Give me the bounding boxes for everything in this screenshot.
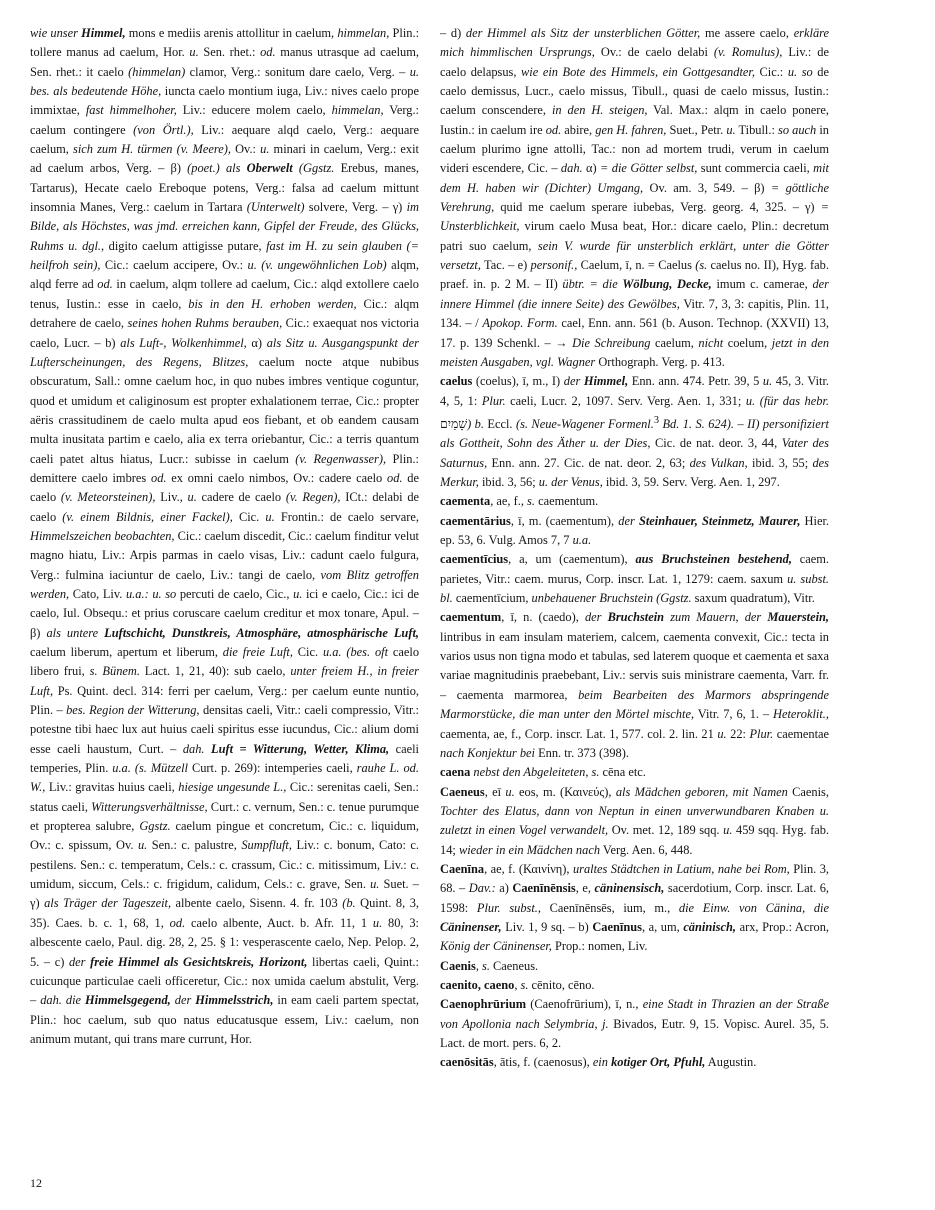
entry-text: Vater des Saturnus, xyxy=(440,436,829,470)
entry-text: – d) xyxy=(440,26,466,40)
page-number: 12 xyxy=(30,1176,42,1190)
entry-text: Luftschicht, Dunstkreis, Atmosphäre, atmosphärische Luft, xyxy=(104,625,419,640)
entry-text: s. Bünem. xyxy=(89,664,140,679)
entry-text: cäninisch, xyxy=(683,919,736,934)
entry-text: u. xyxy=(717,726,727,741)
entry-text: Plin.: demittere caelo imbres xyxy=(30,451,419,485)
entry-text: ibid. 3, 59. Serv. Verg. Aen. 1, 297. xyxy=(602,475,780,490)
entry-text: Frontin.: de caelo servare, xyxy=(274,509,420,524)
entry-text: densitas caeli, Vitr.: caeli compressio, Vitr.: potestne tibi haec lux aut huius caeli spiritus esse iucundus, Cic.: alium domi esse caeli haustum, Curt. – xyxy=(30,703,419,756)
entry-text: od. xyxy=(545,122,562,137)
entry-text: caelum liberum, apertum et liberum, xyxy=(30,645,223,659)
dictionary-entry xyxy=(440,783,829,860)
entry-text: s. xyxy=(482,958,490,973)
entry-text: , a, um (caementum), xyxy=(508,552,636,567)
entry-text: Augustin. xyxy=(705,1055,757,1070)
entry-text: Quint. 8, 3, 35). Caes. b. c. 1, 68, 1, xyxy=(30,896,420,930)
entry-text: die Einw. von Cänina, die xyxy=(678,900,829,915)
entry-text: (s. xyxy=(695,258,708,273)
entry-text: nebst den Abgeleiteten, s. xyxy=(470,765,600,780)
entry-text: in eam caeli partem spectat, Plin.: hoc caelum, sub quo natus educatusque essem, Liv.: caelum, non animum mutant, qui trans mare currunt, Hor. xyxy=(30,993,419,1046)
dictionary-entry xyxy=(440,550,829,608)
entry-text: Cic.: exaequat nos victoria caelo, Lucr. – b) xyxy=(30,316,419,350)
entry-text: Ps. Quint. decl. 314: ferri per caelum, Verg.: per caelum eunte nuntio, Plin. – xyxy=(30,683,419,718)
entry-text: Steinhauer, Steinmetz, Maurer, xyxy=(638,513,801,528)
entry-text: caelus no. II), Hyg. fab. praef. in. p. 2 M. – II) xyxy=(440,258,829,292)
entry-text: imum c. camerae, xyxy=(711,277,813,292)
entry-text: de caelo xyxy=(30,470,419,505)
entry-text: (Unterwelt) xyxy=(246,200,305,215)
entry-text: Lact. 1, 21, 40): sub caelo, xyxy=(139,664,291,679)
entry-text: cadere de caelo xyxy=(196,490,286,505)
entry-text: u. (v. ungewöhnlichen Lob) xyxy=(247,258,387,273)
entry-text: Tochter des Elatus, dann von Neptun in einen unverwundbaren Knaben u. zuletzt in einen Vogel verwandelt, xyxy=(440,803,829,838)
entry-text: übtr. = die xyxy=(562,277,623,292)
entry-text: alqm, alqd ferre ad xyxy=(30,258,419,292)
entry-text: nach Konjektur bei xyxy=(440,745,535,760)
entry-text: nicht xyxy=(698,335,724,350)
entry-text: wie unser xyxy=(30,26,82,40)
entry-text: dah. xyxy=(560,161,583,176)
entry-text: caeli temperies, Plin. xyxy=(30,741,420,776)
entry-text: Plin.: tollere manus ad caelum, Hor. xyxy=(30,26,420,60)
headword: caena xyxy=(440,765,471,780)
entry-text: Cic.: alqm detrahere de caelo, xyxy=(30,296,420,331)
entry-text: Cato, Liv. xyxy=(69,586,126,601)
entry-text: mit dem H. haben wir (Dichter) Umgang, xyxy=(440,161,829,195)
entry-text: Vitr. 7, 3, 3: capitis, Plin. 11, 134. – / xyxy=(440,296,829,331)
entry-text: caelum nocte atque nubibus obscuratum, Sall.: omne caelum hoc, in quo nubes imbres ventique coguntur, quod et umidum et caliginosum est propter exhalationem terrae, Cic.: propter aëris crassitudinem de caelo multa apud eos fiebant, et ob eandem causam multa inusitata partim e caelo, alia ex terra oriebantur, Cic.: a terris quantum caeli patet altus hiatus, Lucr.: subisse in caelum xyxy=(30,354,419,466)
entry-text: (coelus), ī, m., I) xyxy=(472,374,564,389)
entry-text: u. subst. bl. xyxy=(440,571,829,606)
entry-text: u. der Venus, xyxy=(538,475,603,490)
entry-text: Enn. ann. 474. Petr. 39, 5 xyxy=(628,374,763,389)
entry-text: Ggstz. xyxy=(139,819,171,834)
entry-text: fast himmelhoher, xyxy=(85,103,177,118)
entry-text: Cic.: serenitas caeli, Sen.: status caeli, xyxy=(30,780,419,814)
entry-text: cael, Enn. ann. 561 (b. Auson. Technop. (XXVII) 13, 17. p. 139 Schenkl. – → xyxy=(440,316,829,350)
entry-text: eos, m. (Καινεύς), xyxy=(514,784,616,799)
headword: caenito, caeno xyxy=(440,977,515,992)
entry-text: himmelan, xyxy=(337,26,390,40)
entry-text: Bivados, Eutr. 9, 15. Vopisc. Aurel. 35, 5. Lact. de mort. pers. 6, 2. xyxy=(440,1016,829,1050)
entry-text: (v. Regen), xyxy=(285,490,341,505)
entry-text: clamor, Verg.: sonitum dare caelo, Verg. – xyxy=(185,64,410,79)
entry-text: s. xyxy=(527,494,535,509)
entry-text: Caenis, xyxy=(787,784,829,799)
headword: caementīcius xyxy=(440,552,509,567)
entry-text: ibid. 3, 55; xyxy=(747,455,813,470)
entry-text: iuncta caelo montium iuga, Liv.: nives caelo prope immixtae, xyxy=(30,84,419,118)
headword: Caenīnēnsis xyxy=(512,881,576,896)
dictionary-entry xyxy=(440,24,829,372)
headword: Caenophrūrium xyxy=(440,997,527,1012)
entry-text: Curt. p. 269): intemperies caeli, xyxy=(188,761,357,776)
entry-text: dah. xyxy=(182,741,211,756)
entry-text: Vitr. 7, 6, 1. – xyxy=(694,707,774,722)
entry-text: kotiger Ort, Pfuhl, xyxy=(611,1055,706,1070)
entry-text: (v. Regenwasser), xyxy=(295,451,387,466)
entry-text: Plur. xyxy=(481,393,506,408)
entry-text: solvere, Verg. – γ) xyxy=(304,200,407,215)
dictionary-entry xyxy=(440,763,829,782)
entry-text: s. xyxy=(520,977,529,992)
entry-text: α) xyxy=(582,161,601,176)
entry-text: (poet.) als xyxy=(187,161,247,176)
entry-text: u.a. (bes. oft xyxy=(322,645,389,659)
entry-text: Tac. – e) xyxy=(480,258,531,273)
entry-text: digito caelum attigisse putare, xyxy=(104,238,267,253)
entry-text: Cic.: caelum discedit, Cic.: caelum finditur velut magno hiatu, Liv.: Arpis parmas in caelo visas, Liv.: cadunt caelo fulgura, Verg.: fulmina iaciuntur de caelo, Liv.: tangi de caelo, xyxy=(30,528,420,582)
dictionary-entry xyxy=(440,1053,829,1072)
entry-text: Cäninenser, xyxy=(440,919,502,934)
dictionary-entry xyxy=(440,957,829,976)
entry-text: 22: xyxy=(726,726,750,741)
entry-text: jetzt in den meisten Ausgaben, vgl. Wagner xyxy=(440,335,830,369)
entry-text: , a, um, xyxy=(641,919,684,934)
entry-text: Himmelsstrich, xyxy=(195,993,274,1008)
entry-text: (Ggstz. xyxy=(292,161,335,176)
entry-text: Suet., Petr. xyxy=(666,122,727,137)
entry-text: caementa, ae, f., Corp. inscr. Lat. 1, 577. col. 2. lin. 21 xyxy=(440,726,718,741)
entry-text: Cic.: caelum accipere, Ov.: xyxy=(100,258,248,273)
entry-text: himmelan, xyxy=(331,103,384,118)
entry-text: Himmelsgegend, xyxy=(85,993,171,1008)
entry-text: virum caelo Musa beat, Hor.: dicare caelo, Plin.: decretum patri suo caelum, xyxy=(440,219,829,253)
entry-text: saxum quadratum), Vitr. xyxy=(691,591,815,606)
entry-text: od. xyxy=(169,915,186,930)
dictionary-entry xyxy=(440,860,829,957)
entry-text: sacerdotium, Corp. inscr. Lat. 6, 1598: xyxy=(440,881,829,915)
headword: Caenīnus xyxy=(592,919,642,934)
entry-text: u. xyxy=(762,374,773,389)
entry-text: Luft = Witterung, Wetter, Klima, xyxy=(211,741,390,756)
entry-text: die freie Luft, xyxy=(222,645,293,659)
entry-text: = die Götter selbst, xyxy=(600,161,698,176)
entry-text: wieder in ein Mädchen nach xyxy=(458,842,601,857)
entry-text: u. bes. als bedeutende Höhe, xyxy=(30,64,419,99)
entry-text: (von Örtl.), xyxy=(133,122,194,137)
headword: caenōsitās xyxy=(440,1055,494,1070)
entry-text: u. xyxy=(187,490,197,505)
entry-text: Eccl. xyxy=(483,417,516,431)
entry-text: α) xyxy=(246,335,267,350)
entry-text: cēnito, cēno. xyxy=(528,977,595,992)
entry-text: Sen. rhet.: xyxy=(198,45,261,60)
entry-text: caelo libero frui, xyxy=(30,645,420,679)
entry-text: שָׁמַיִם xyxy=(440,417,468,431)
entry-text: , ae, f. (Καινίνη), xyxy=(484,861,573,876)
entry-text: als Sitz u. Ausgangspunkt der Lufterscheinungen, des Regens, Blitzes, xyxy=(30,335,419,369)
dictionary-entry xyxy=(440,976,829,995)
entry-text: Tibull.: xyxy=(735,122,779,137)
entry-text: aus Bruchsteinen bestehend, xyxy=(635,552,792,567)
entry-text: wie ein Bote des Himmels, ein Gottgesandter, xyxy=(521,64,755,79)
entry-text: caelo albente, Auct. b. Afr. 11, 1 xyxy=(185,915,373,930)
entry-text: Himmel, xyxy=(81,26,126,40)
entry-text: percuti de caelo, Cic., xyxy=(176,586,294,601)
headword: caementārius xyxy=(440,513,511,528)
entry-text: Heteroklit., xyxy=(773,707,829,722)
entry-text: in caelum, alqm tollere ad caelum, Cic.: alqd extollere caelo tenus, Iustin.: esse in caelo, xyxy=(30,277,419,311)
entry-text: u.a. xyxy=(572,533,592,548)
entry-text: Die Schreibung xyxy=(572,335,651,350)
headword: caelus xyxy=(440,374,473,389)
entry-text: Enn. tr. 373 (398). xyxy=(534,745,629,760)
entry-text: der xyxy=(584,610,608,625)
entry-text: Verg.: caelum contingere xyxy=(30,103,420,137)
entry-text: Hier. ep. 53, 6. Vulg. Amos 7, 7 xyxy=(440,513,829,548)
entry-text: u. xyxy=(260,142,270,157)
entry-text: od. xyxy=(151,470,167,485)
entry-text: Orthograph. Verg. p. 413. xyxy=(595,354,725,369)
entry-text: Bd. 1. S. 624). – II) personifiziert als Gottheit, Sohn des Äther u. der Dies, xyxy=(440,417,829,451)
entry-text: des Vulkan, xyxy=(689,455,748,470)
entry-text: Ov. met. 12, 189 sqq. xyxy=(608,823,724,838)
entry-text: Plur. xyxy=(749,726,774,741)
entry-text: Caeneus. xyxy=(489,958,539,973)
dictionary-entry xyxy=(440,372,829,492)
entry-text: u. xyxy=(293,586,303,601)
entry-text: Prop.: nomen, Liv. xyxy=(551,939,648,954)
entry-text: Ov.: xyxy=(230,142,261,157)
entry-text: sunt commercia caeli, xyxy=(697,161,814,176)
entry-text: (v. Meteorsteinen), xyxy=(60,490,156,505)
entry-text: ibid. 3, 56; xyxy=(478,475,539,490)
entry-text: als untere xyxy=(46,625,105,640)
entry-text: 459 sqq. Hyg. fab. 14; xyxy=(440,823,829,857)
headword: Caenis xyxy=(440,958,476,973)
entry-text: u. xyxy=(370,877,380,892)
entry-text: abire, xyxy=(561,122,596,137)
headword: Caeneus xyxy=(440,784,485,799)
entry-text: Liv.: de caelo delapsus, xyxy=(440,45,829,79)
entry-text: Curt.: c. vernum, Sen.: c. tenue purumque et propterea salubre, xyxy=(30,799,420,834)
entry-text: Liv.: educere molem caelo, xyxy=(176,103,332,118)
entry-text: so auch xyxy=(778,122,817,137)
entry-text: Liv., xyxy=(155,490,188,505)
entry-text: ein xyxy=(592,1055,612,1070)
entry-text: mons e mediis arenis attollitur in caelum, xyxy=(125,26,338,40)
entry-text: libertas caeli, Quint.: cuicunque particulae caeli officeretur, Cic.: nox umida caelum abstulit, Verg. – xyxy=(30,954,419,1008)
entry-text: , xyxy=(514,977,521,992)
entry-text: = Unsterblichkeit, xyxy=(440,200,829,234)
entry-text: in den H. steigen, xyxy=(551,103,648,118)
headword: Caenīna xyxy=(440,861,485,876)
entry-text: der xyxy=(618,513,639,528)
entry-text: u. xyxy=(265,509,275,524)
entry-text: als Mädchen geboren, mit Namen xyxy=(615,784,788,799)
entry-text: albente caelo, Sisenn. 4. fr. 103 xyxy=(171,896,343,911)
entry-text: Himmel, xyxy=(583,374,629,389)
headword: caementa xyxy=(440,494,491,509)
entry-text: Ov. am. 3, 549. – β) xyxy=(643,180,771,195)
entry-text: od. xyxy=(387,470,403,485)
entry-text: der xyxy=(68,954,91,969)
entry-text: fast im H. zu sein glauben (= heilfroh sein), xyxy=(30,238,419,273)
entry-text: coelum, xyxy=(723,335,772,350)
entry-text: Erebus, manes, Tartarus), Hecate caelo Ereboque potens, Verg.: falsa ad caelum mittunt insomnia Manes, Verg.: caelum in Tartara xyxy=(30,161,419,215)
left-column xyxy=(30,24,419,1049)
entry-text: manus utrasque ad caelum, Sen. rhet.: it caelo xyxy=(30,45,419,79)
entry-text: , ī, m. (caementum), xyxy=(510,513,619,528)
entry-text: sich zum H. türmen (v. Meere), xyxy=(73,142,231,157)
entry-text: der Himmel als Sitz der unsterblichen Götter, xyxy=(465,26,701,40)
entry-text: = göttliche Verehrung, xyxy=(440,180,829,215)
entry-text: Sumpfluft, xyxy=(241,838,292,853)
entry-text: rauhe L. od. W., xyxy=(30,761,419,795)
dictionary-entry xyxy=(440,995,829,1053)
entry-text: personif., xyxy=(530,258,578,273)
entry-text: Liv. 1, 9 sq. – b) xyxy=(501,919,593,934)
entry-text: (Caenofrūrium), ī, n., xyxy=(526,997,643,1012)
entry-text: me assere caelo, xyxy=(700,26,794,40)
entry-text: gen H. fahren, xyxy=(595,122,667,137)
entry-text: Liv.: aequare alqd caelo, Verg.: aequare caelum, xyxy=(30,122,419,157)
entry-text: bis in den H. erhoben werden, xyxy=(188,296,357,311)
entry-text: (v. Romulus), xyxy=(713,45,783,60)
entry-text: u. xyxy=(723,823,733,838)
entry-text: od. xyxy=(97,277,113,292)
entry-text: , xyxy=(475,958,483,973)
entry-text: Plin. 3, 68. – xyxy=(440,861,830,896)
entry-text: ) b. xyxy=(467,417,484,431)
entry-text: unter freiem H., in freier Luft, xyxy=(30,664,420,698)
entry-text: caelum, xyxy=(650,335,699,350)
entry-text: eine Stadt in Thrazien an der Straße von Apollonia nach Selymbria, j. xyxy=(440,997,829,1031)
entry-text: caeli, Lucr. 2, 1097. Serv. Verg. Aen. 1, 331; xyxy=(505,393,746,408)
entry-text: , ae, f., xyxy=(490,494,528,509)
entry-text: vom Blitz getroffen werden, xyxy=(30,567,419,601)
entry-text: od. xyxy=(260,45,276,60)
entry-text: caementum. xyxy=(534,494,599,509)
entry-text: (v. einem Bildnis, einer Fackel), xyxy=(62,509,233,524)
entry-text: u. xyxy=(372,915,383,930)
entry-text: u. xyxy=(726,122,736,137)
entry-text: lintribus in eam insulam materiem, calcem, caementa convexit, Cic.: tecta in varios usus non tigna modo et tabulas, sed laterem quoque et caementa et saxa variae magnitudinis praebebant, Liv.: servis suis ministrare caementa, Varr. fr. – caementa marmorea, xyxy=(440,629,829,702)
entry-text: beim Bearbeiten des Marmors abspringende Marmorstücke, die man unter den Mörtel mischte, xyxy=(440,687,829,722)
entry-text: Oberwelt xyxy=(246,161,293,176)
entry-text: cēna etc. xyxy=(599,765,646,780)
entry-text: u.a.: u. so xyxy=(125,586,177,601)
entry-text: Val. Max.: alqm in caelo ponere, Iustin.: in caelum ire xyxy=(440,103,830,137)
entry-text: caementae xyxy=(773,726,830,741)
entry-text: u.a. (s. Mützell xyxy=(112,761,188,776)
entry-text: Bruchstein xyxy=(607,610,665,625)
dictionary-entry xyxy=(440,512,829,551)
entry-text: sein V. wurde für unsterblich erklärt, unter die Götter versetzt, xyxy=(440,238,830,273)
entry-text: seines hohen Ruhms berauben, xyxy=(127,316,283,331)
entry-text: (b. xyxy=(342,896,356,911)
entry-text: , e, xyxy=(575,881,595,896)
entry-text: König der Cäninenser, xyxy=(440,939,552,954)
right-column xyxy=(440,24,829,1073)
entry-text: u. xyxy=(137,838,148,853)
entry-text: Suet. – γ) xyxy=(30,877,419,911)
entry-text: der xyxy=(563,374,584,389)
entry-text: dah. die xyxy=(40,993,86,1008)
entry-text: der xyxy=(170,993,196,1008)
entry-text: im Bilde, als Höchstes, was jmd. erreichen kann, Gipfel der Freude, des Glücks, Ruhms u. dgl., xyxy=(30,200,419,253)
entry-text: Apokop. Form. xyxy=(482,316,558,331)
entry-text: ex omni caelo nimbos, Ov.: cadere caelo xyxy=(166,470,387,485)
entry-text: caelum pingue et concretum, Cic.: c. liquidum, Ov.: c. spissum, Ov. xyxy=(30,819,419,853)
entry-text: 45, 3. Vitr. 4, 5, 1: xyxy=(440,374,830,408)
entry-text: Mauerstein, xyxy=(767,610,830,625)
entry-text: unbehauener Bruchstein (Ggstz. xyxy=(531,591,692,606)
entry-text: hiesige ungesunde L., xyxy=(178,780,287,795)
entry-text: Caenīnēnsēs, ium, m., xyxy=(541,900,679,915)
entry-text: caem. parietes, Vitr.: caem. murus, Corp. inscr. Lat. 1, 1279: caem. saxum xyxy=(440,552,829,586)
entry-text: u. xyxy=(505,784,515,799)
entry-text: Ov.: de caelo delabi xyxy=(594,45,714,60)
entry-text: als Luft-, Wolkenhimmel, xyxy=(120,335,247,350)
entry-text: Cic.: xyxy=(754,64,788,79)
entry-text: Witterungsverhältnisse, xyxy=(91,799,208,814)
entry-text: , ātis, f. (caenosus), xyxy=(493,1055,593,1070)
entry-text: Liv.: c. bonum, Cato: c. pestilens. Sen.: c. temperatum, Cels.: c. crassum, Cic.: c. mitissimum, Liv.: c. umidum, siccum, Cels.: c. frigidum, calidum, Cels.: c. grave, Sen. xyxy=(30,838,419,892)
entry-text: Dav.: xyxy=(468,881,496,896)
entry-text: caementīcium, xyxy=(452,591,532,606)
entry-text: Cic. de nat. deor. 3, 44, xyxy=(650,436,782,451)
entry-text: 80, 3: albescente caelo, Paul. dig. 28, 2, 25. § 1: vesperascente caelo, Nep. Pelop. 2, 5. – c) xyxy=(30,915,419,969)
entry-text: Cic. xyxy=(292,645,323,659)
entry-text: in caelum plurimo igne attolli, Tac.: non ad mortem trudi, verum in caelum videri escendere, Cic. – xyxy=(440,122,829,176)
entry-text: der innere Himmel (die innere Seite) des Gewölbes, xyxy=(440,277,830,311)
entry-text: erkläre mich himmlischen Ursprungs, xyxy=(440,26,830,60)
entry-text: Plur. subst., xyxy=(476,900,541,915)
entry-text: Wölbung, Decke, xyxy=(622,277,712,292)
entry-text: quid me caelum sperare iubebas, Verg. georg. 4, 325. – γ) xyxy=(494,200,821,215)
entry-text: uraltes Städtchen in Latium, nahe bei Rom, xyxy=(572,861,790,876)
entry-text: , eī xyxy=(484,784,506,799)
dictionary-entry xyxy=(440,608,829,763)
entry-text: ICt.: delabi de caelo xyxy=(30,490,420,524)
entry-text: , ī, n. (caedo), xyxy=(501,610,585,625)
entry-text: arx, Prop.: Acron, xyxy=(736,919,829,934)
entry-text: ici e caelo, Cic.: ici de caelo, Iul. Obsequ.: et prius coruscare caelum creditur et mox tonare, Apul. – β) xyxy=(30,586,420,640)
entry-text: 3 xyxy=(653,414,659,426)
entry-text: u. xyxy=(189,45,199,60)
entry-text: u. (für das hebr. xyxy=(745,393,829,408)
entry-text: Caelum, ī, n. = Caelus xyxy=(577,258,696,273)
entry-text: minari in caelum, Verg.: exit ad caelum arbos, Verg. – β) xyxy=(30,142,419,176)
entry-text: Enn. ann. 27. Cic. de nat. deor. 2, 63; xyxy=(487,455,690,470)
entry-text: cäninensisch, xyxy=(594,881,665,896)
entry-text: freie Himmel als Gesichtskreis, Horizont, xyxy=(90,954,308,969)
entry-text: a) xyxy=(495,881,513,896)
entry-caelum-continuation xyxy=(30,24,419,1049)
entry-text: u. so xyxy=(787,64,813,79)
entry-text: bes. Region der Witterung, xyxy=(66,703,200,718)
entry-text: Himmelszeichen beobachten, xyxy=(30,528,175,543)
entry-text: (s. Neue-Wagener Formenl. xyxy=(515,417,654,431)
dictionary-entry xyxy=(440,492,829,511)
entry-text: (himmelan) xyxy=(128,64,186,79)
headword: caementum xyxy=(440,610,502,625)
entry-text: zum Mauern, der xyxy=(664,610,768,625)
entry-text: als Träger der Tageszeit, xyxy=(44,896,172,911)
entry-text: Verg. Aen. 6, 448. xyxy=(600,842,693,857)
entry-text: des Merkur, xyxy=(440,455,829,490)
entry-text: Cic. xyxy=(232,509,266,524)
entry-text: Liv.: gravitas huius caeli, xyxy=(45,780,179,795)
entry-text: Sen.: c. palustre, xyxy=(147,838,242,853)
entry-text: de caelo demissus, Lucr., caelo missus, Tibull., quasi de caelo missus, Iustin.: caelum conscendere, xyxy=(440,64,829,118)
